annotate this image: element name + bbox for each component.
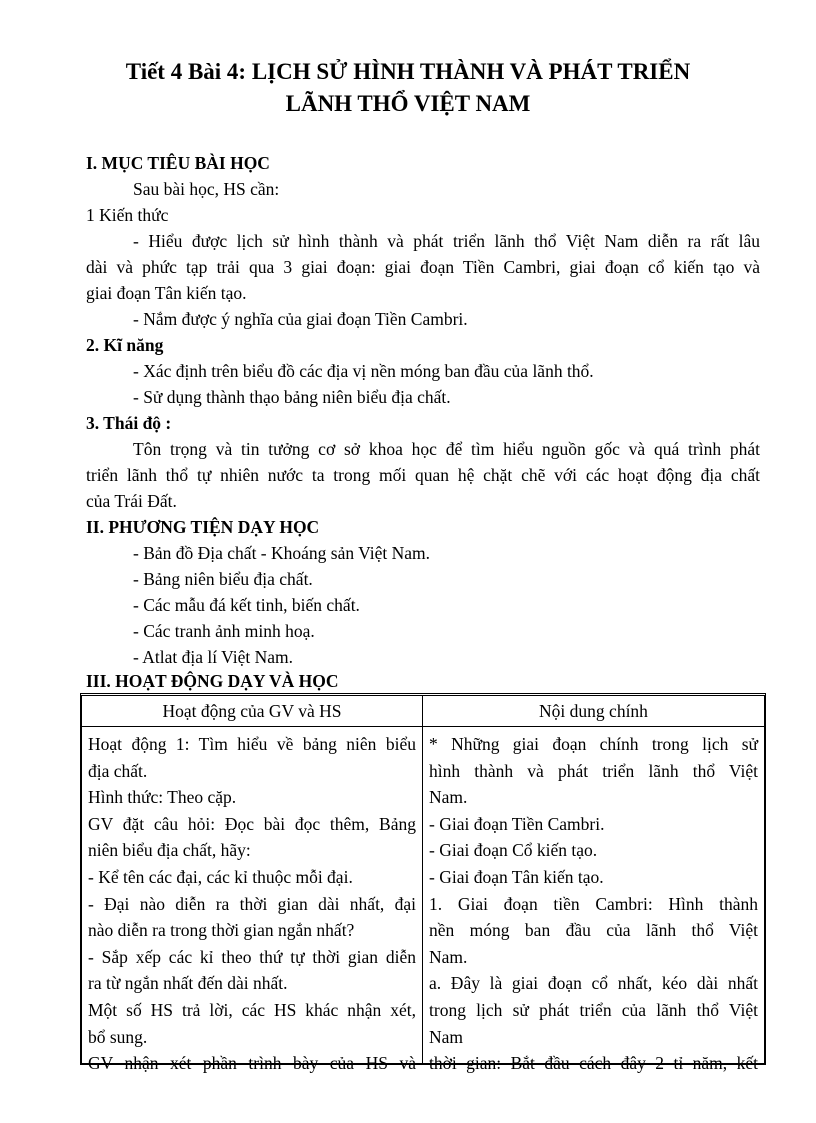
content-line: thời gian: Bắt đầu cách đây 2 tỉ năm, kết — [429, 1053, 758, 1074]
activity-line: địa chất. — [88, 760, 148, 781]
content-line: - Giai đoạn Tân kiến tạo. — [429, 866, 604, 887]
activity-line: GV nhận xét phần trình bày của HS và — [88, 1053, 416, 1074]
content-line: nền móng ban đầu của lãnh thổ Việt — [429, 920, 758, 941]
header-main-content: Nội dung chính — [539, 701, 648, 721]
activity-line: ra từ ngắn nhất đến dài nhất. — [88, 973, 288, 994]
content-line: a. Đây là giai đoạn cổ nhất, kéo dài nhất — [429, 973, 758, 994]
activity-line: nào diễn ra trong thời gian ngắn nhất? — [88, 920, 355, 941]
table-body-row — [82, 727, 764, 1074]
content-line: trong lịch sử phát triển của lãnh thổ Việt — [429, 999, 758, 1020]
section-1-intro: Sau bài học, HS cần: — [133, 179, 280, 199]
activity-cell — [82, 727, 423, 1074]
skills-item-1: - Xác định trên biểu đồ các địa vị nền móng ban đầu của lãnh thổ. — [133, 361, 594, 381]
attitude-line-1: Tôn trọng và tin tưởng cơ sở khoa học để tìm hiểu nguồn gốc và quá trình phát — [133, 439, 760, 459]
header-teacher-student-activities: Hoạt động của GV và HS — [82, 696, 423, 726]
content-line: hình thành và phát triển lãnh thổ Việt — [429, 760, 758, 781]
content-line: Nam. — [429, 946, 468, 967]
content-line: Nam. — [429, 787, 468, 808]
knowledge-paragraph-line-2: dài và phức tạp trải qua 3 giai đoạn: giai đoạn Tiền Cambri, giai đoạn cổ kiến tạo và — [86, 257, 760, 277]
teaching-aid-item: - Atlat địa lí Việt Nam. — [133, 647, 293, 667]
attitude-line-3: của Trái Đất. — [86, 491, 177, 511]
activity-line: Hình thức: Theo cặp. — [88, 787, 237, 808]
attitude-heading: 3. Thái độ : — [86, 413, 172, 433]
title-line-1: Tiết 4 Bài 4: LỊCH SỬ HÌNH THÀNH VÀ PHÁT TRIỂN — [125, 59, 691, 84]
knowledge-heading: 1 Kiến thức — [86, 205, 169, 225]
activity-line: Hoạt động 1: Tìm hiểu về bảng niên biểu — [88, 734, 416, 754]
activity-line: Một số HS trả lời, các HS khác nhận xét, — [88, 999, 416, 1020]
content-line: 1. Giai đoạn tiền Cambri: Hình thành — [429, 893, 758, 914]
skills-heading: 2. Kĩ năng — [86, 335, 164, 355]
teaching-aid-item: - Các tranh ảnh minh hoạ. — [133, 621, 315, 641]
knowledge-paragraph-line-1: - Hiểu được lịch sử hình thành và phát triển lãnh thổ Việt Nam diễn ra rất lâu — [133, 231, 760, 251]
knowledge-item-2: - Nắm được ý nghĩa của giai đoạn Tiền Cambri. — [133, 309, 468, 329]
teaching-aid-item: - Bảng niên biểu địa chất. — [133, 569, 313, 589]
section-3-heading: III. HOẠT ĐỘNG DẠY VÀ HỌC — [86, 671, 339, 691]
content-line: Nam — [429, 1026, 464, 1047]
document-title — [60, 56, 756, 120]
activity-line: niên biểu địa chất, hãy: — [88, 840, 251, 861]
content-line: - Giai đoạn Tiền Cambri. — [429, 813, 605, 834]
section-2-heading: II. PHƯƠNG TIỆN DẠY HỌC — [86, 517, 320, 537]
teaching-aid-item: - Các mẫu đá kết tinh, biến chất. — [133, 595, 360, 615]
section-1-heading: I. MỤC TIÊU BÀI HỌC — [86, 153, 270, 173]
activity-line: - Kể tên các đại, các kỉ thuộc mỗi đại. — [88, 866, 353, 887]
knowledge-paragraph-line-3: giai đoạn Tân kiến tạo. — [86, 283, 247, 303]
content-cell — [423, 727, 764, 1074]
activity-line: - Sắp xếp các kỉ theo thứ tự thời gian diễn — [88, 946, 416, 967]
activity-line: - Đại nào diễn ra thời gian dài nhất, đại — [88, 893, 416, 914]
activity-table — [80, 693, 766, 1074]
table-header-row — [82, 696, 764, 727]
attitude-line-2: triển lãnh thổ tự nhiên nước ta trong mối quan hệ chặt chẽ với các hoạt động địa chất — [86, 465, 760, 485]
skills-item-2: - Sử dụng thành thạo bảng niên biểu địa chất. — [133, 387, 451, 407]
activity-line: GV đặt câu hỏi: Đọc bài đọc thêm, Bảng — [88, 813, 416, 834]
teaching-aid-item: - Bản đồ Địa chất - Khoáng sản Việt Nam. — [133, 543, 431, 563]
activity-line: bổ sung. — [88, 1026, 148, 1047]
content-line: * Những giai đoạn chính trong lịch sử — [429, 734, 758, 754]
content-line: - Giai đoạn Cổ kiến tạo. — [429, 840, 598, 861]
title-line-2: LÃNH THỔ VIỆT NAM — [285, 91, 531, 116]
